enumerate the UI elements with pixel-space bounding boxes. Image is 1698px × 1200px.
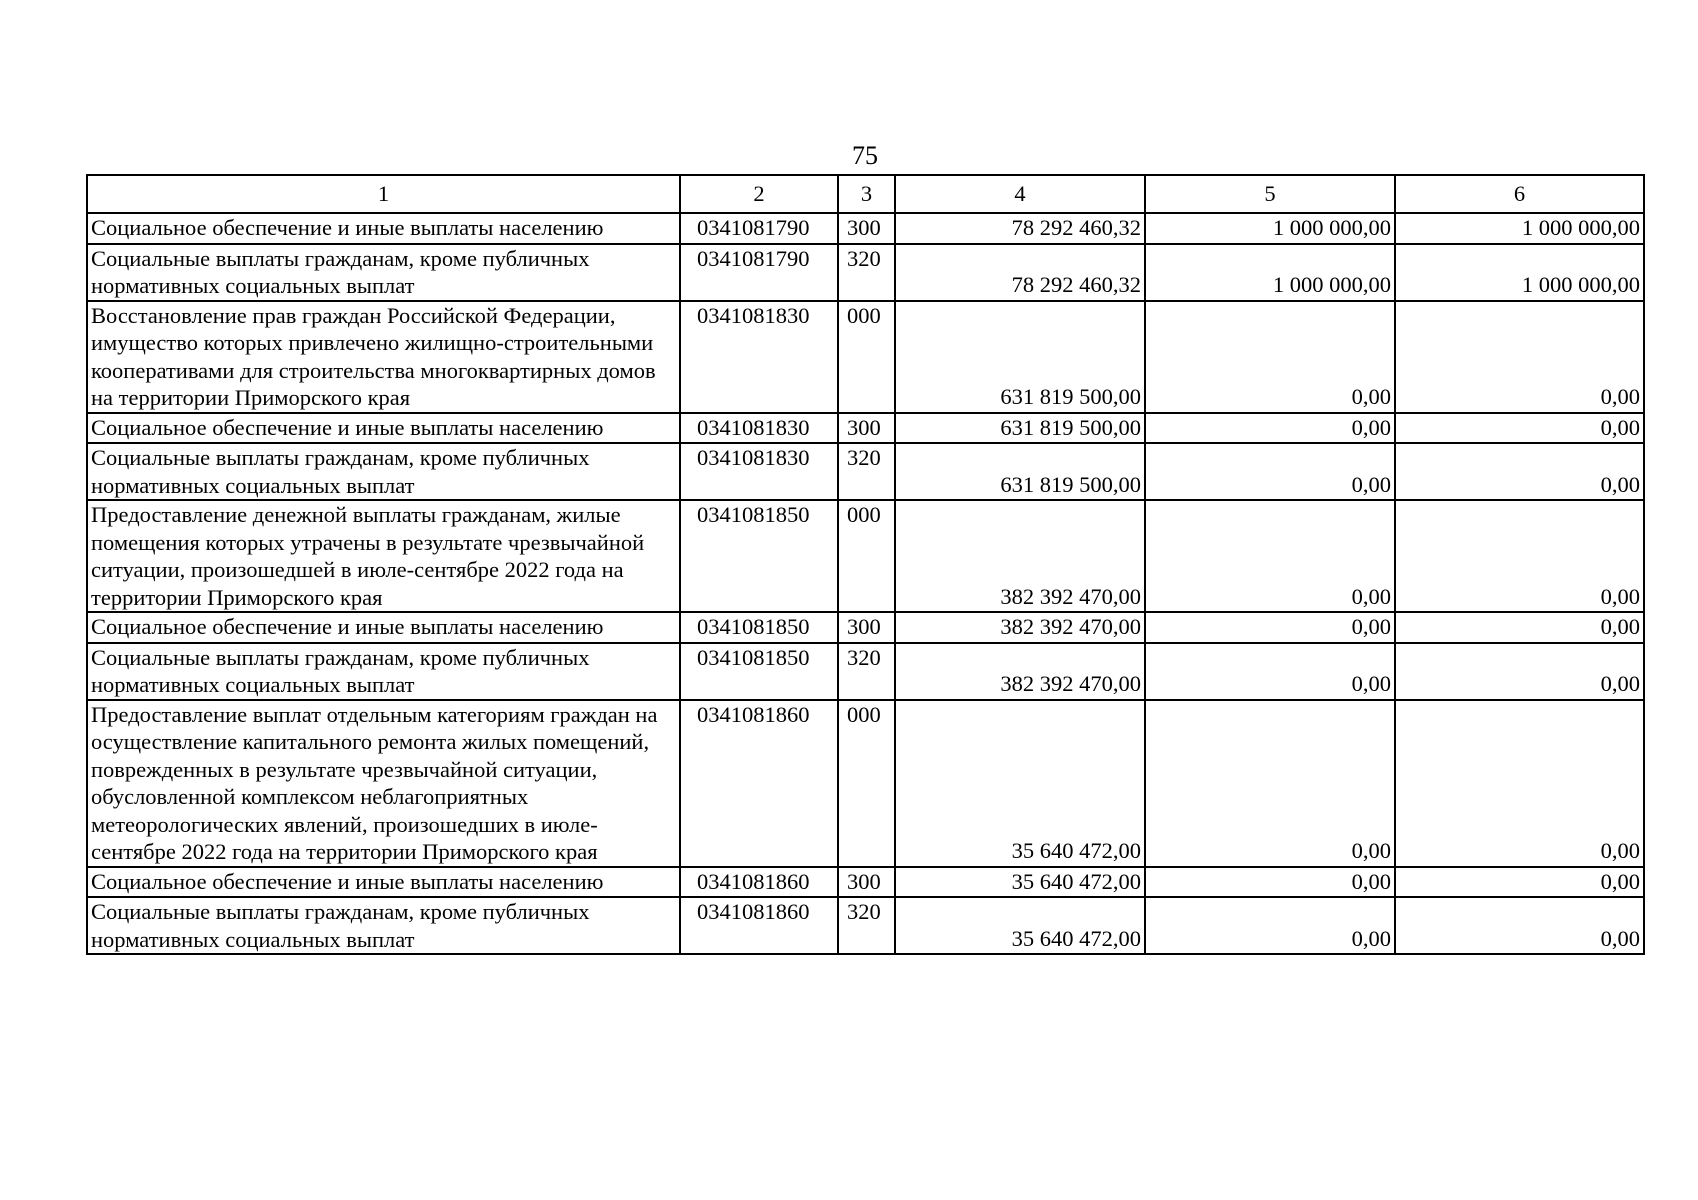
row-expense-type: 300 xyxy=(838,612,895,643)
row-amount-col6: 0,00 xyxy=(1395,897,1644,954)
row-expense-type: 000 xyxy=(838,301,895,413)
row-amount-col4: 35 640 472,00 xyxy=(895,867,1145,898)
row-amount-col5: 0,00 xyxy=(1145,443,1395,500)
row-amount-col6: 0,00 xyxy=(1395,413,1644,444)
table-row xyxy=(87,612,1644,643)
row-name: Предоставление выплат отдельным категориям граждан на осуществление капитального ремонта жилых помещений, поврежденных в результате чрезвычайной ситуации, обусловленной комплексом неблагоприятных метеорологических явлений, произошедших в июле-сентябре 2022 года на территории Приморского края xyxy=(87,700,680,867)
row-amount-col6: 1 000 000,00 xyxy=(1395,244,1644,301)
row-expense-type: 000 xyxy=(838,500,895,612)
row-amount-col4: 382 392 470,00 xyxy=(895,612,1145,643)
row-amount-col6: 1 000 000,00 xyxy=(1395,213,1644,244)
column-header-1: 1 xyxy=(87,175,680,213)
row-name: Социальные выплаты гражданам, кроме публичных нормативных социальных выплат xyxy=(87,643,680,700)
row-amount-col6: 0,00 xyxy=(1395,643,1644,700)
row-target-code: 0341081850 xyxy=(680,612,838,643)
column-header-3: 3 xyxy=(838,175,895,213)
row-target-code: 0341081860 xyxy=(680,867,838,898)
row-target-code: 0341081790 xyxy=(680,244,838,301)
table-row xyxy=(87,500,1644,612)
row-expense-type: 300 xyxy=(838,413,895,444)
row-amount-col5: 0,00 xyxy=(1145,413,1395,444)
row-amount-col5: 0,00 xyxy=(1145,500,1395,612)
row-amount-col5: 0,00 xyxy=(1145,643,1395,700)
row-expense-type: 320 xyxy=(838,244,895,301)
table-row xyxy=(87,867,1644,898)
table-row xyxy=(87,213,1644,244)
row-amount-col4: 78 292 460,32 xyxy=(895,213,1145,244)
row-amount-col5: 0,00 xyxy=(1145,897,1395,954)
column-header-5: 5 xyxy=(1145,175,1395,213)
row-target-code: 0341081860 xyxy=(680,897,838,954)
row-target-code: 0341081850 xyxy=(680,500,838,612)
row-name: Социальные выплаты гражданам, кроме публичных нормативных социальных выплат xyxy=(87,897,680,954)
row-amount-col4: 35 640 472,00 xyxy=(895,897,1145,954)
row-amount-col6: 0,00 xyxy=(1395,700,1644,867)
column-header-6: 6 xyxy=(1395,175,1644,213)
row-name: Социальные выплаты гражданам, кроме публичных нормативных социальных выплат xyxy=(87,244,680,301)
table-row xyxy=(87,301,1644,413)
row-target-code: 0341081860 xyxy=(680,700,838,867)
row-amount-col5: 0,00 xyxy=(1145,867,1395,898)
table-row xyxy=(87,897,1644,954)
column-header-4: 4 xyxy=(895,175,1145,213)
row-amount-col4: 382 392 470,00 xyxy=(895,500,1145,612)
column-header-2: 2 xyxy=(680,175,838,213)
budget-table xyxy=(86,174,1645,955)
row-amount-col6: 0,00 xyxy=(1395,500,1644,612)
row-amount-col6: 0,00 xyxy=(1395,301,1644,413)
row-amount-col4: 631 819 500,00 xyxy=(895,443,1145,500)
row-amount-col4: 382 392 470,00 xyxy=(895,643,1145,700)
row-expense-type: 320 xyxy=(838,897,895,954)
row-amount-col5: 0,00 xyxy=(1145,612,1395,643)
row-amount-col5: 1 000 000,00 xyxy=(1145,213,1395,244)
row-amount-col4: 631 819 500,00 xyxy=(895,413,1145,444)
row-name: Социальное обеспечение и иные выплаты населению xyxy=(87,867,680,898)
row-name: Предоставление денежной выплаты гражданам, жилые помещения которых утрачены в результате чрезвычайной ситуации, произошедшей в июле-сентябре 2022 года на территории Приморского края xyxy=(87,500,680,612)
header-row xyxy=(87,175,1644,213)
row-amount-col5: 0,00 xyxy=(1145,700,1395,867)
row-target-code: 0341081790 xyxy=(680,213,838,244)
row-amount-col6: 0,00 xyxy=(1395,443,1644,500)
table-row xyxy=(87,244,1644,301)
row-name: Восстановление прав граждан Российской Федерации, имущество которых привлечено жилищно-строительными кооперативами для строительства многоквартирных домов на территории Приморского края xyxy=(87,301,680,413)
table-row xyxy=(87,413,1644,444)
table-row xyxy=(87,700,1644,867)
row-target-code: 0341081830 xyxy=(680,443,838,500)
row-amount-col6: 0,00 xyxy=(1395,867,1644,898)
budget-table-container xyxy=(86,174,1643,955)
row-name: Социальные выплаты гражданам, кроме публичных нормативных социальных выплат xyxy=(87,443,680,500)
row-name: Социальное обеспечение и иные выплаты населению xyxy=(87,612,680,643)
row-amount-col4: 631 819 500,00 xyxy=(895,301,1145,413)
row-amount-col4: 35 640 472,00 xyxy=(895,700,1145,867)
row-amount-col5: 1 000 000,00 xyxy=(1145,244,1395,301)
row-amount-col5: 0,00 xyxy=(1145,301,1395,413)
row-target-code: 0341081830 xyxy=(680,301,838,413)
table-row xyxy=(87,443,1644,500)
row-expense-type: 300 xyxy=(838,867,895,898)
row-name: Социальное обеспечение и иные выплаты населению xyxy=(87,213,680,244)
row-name: Социальное обеспечение и иные выплаты населению xyxy=(87,413,680,444)
row-amount-col4: 78 292 460,32 xyxy=(895,244,1145,301)
row-target-code: 0341081850 xyxy=(680,643,838,700)
row-target-code: 0341081830 xyxy=(680,413,838,444)
page-number: 75 xyxy=(852,141,878,170)
row-amount-col6: 0,00 xyxy=(1395,612,1644,643)
row-expense-type: 320 xyxy=(838,443,895,500)
row-expense-type: 000 xyxy=(838,700,895,867)
table-row xyxy=(87,643,1644,700)
row-expense-type: 320 xyxy=(838,643,895,700)
row-expense-type: 300 xyxy=(838,213,895,244)
